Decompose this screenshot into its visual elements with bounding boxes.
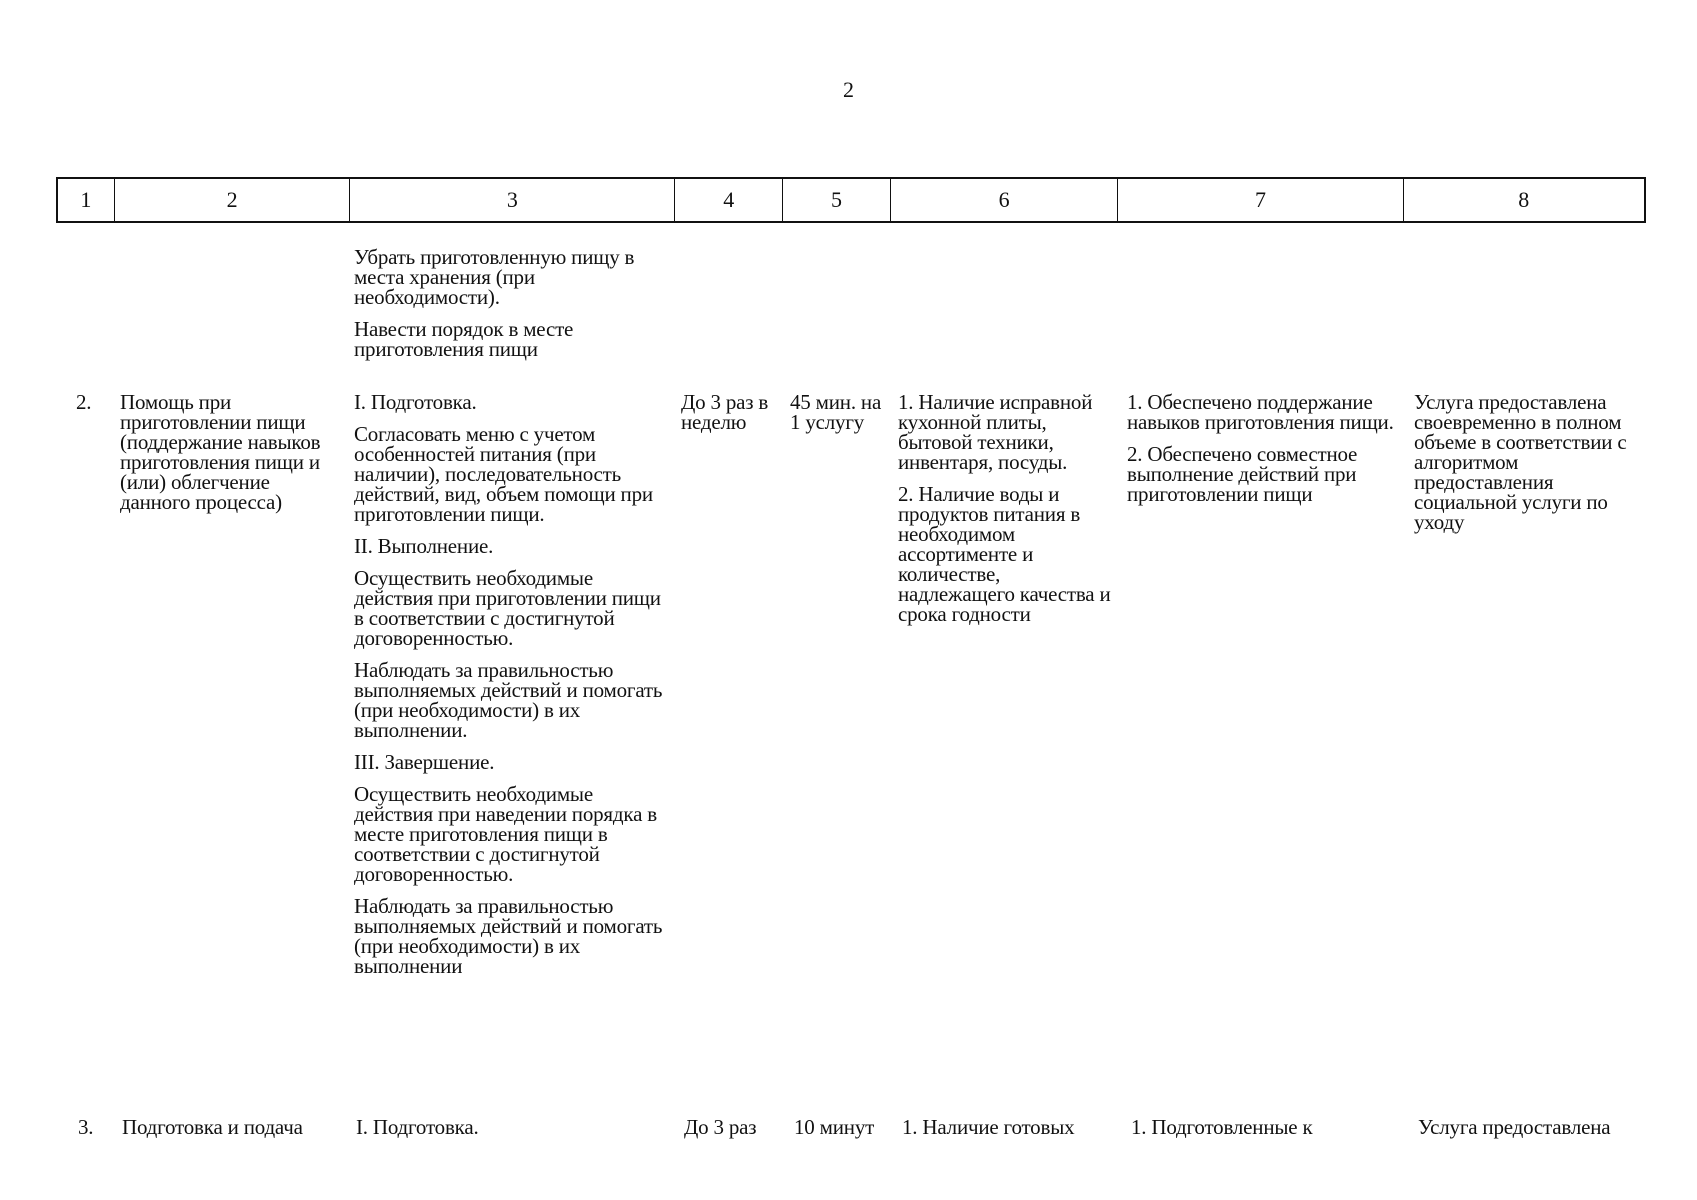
header-col-3: 3 xyxy=(350,179,675,221)
header-col-1: 1 xyxy=(58,179,115,221)
row2-step: I. Подготовка. xyxy=(354,390,477,414)
continued-col3 xyxy=(354,247,660,359)
row3-frequency: До 3 раз xyxy=(684,1115,757,1139)
row3-service-name: Подготовка и подача xyxy=(122,1115,303,1139)
row3-quality: Услуга предоставлена xyxy=(1418,1115,1611,1139)
row2-result: 2. Обеспечено совместное выполнение действий при приготовлении пищи xyxy=(1127,442,1358,506)
page-number: 2 xyxy=(843,77,854,102)
row2-condition: 1. Наличие исправной кухонной плиты, бытовой техники, инвентаря, посуды. xyxy=(898,390,1093,474)
row2-step: Наблюдать за правильностью выполняемых действий и помогать (при необходимости) в их выполнении. xyxy=(354,658,663,742)
row3-number: 3. xyxy=(78,1115,94,1139)
header-col-8: 8 xyxy=(1518,187,1530,212)
header-col-5: 5 xyxy=(783,179,891,221)
row2-results xyxy=(1127,392,1407,504)
table-header-row xyxy=(56,177,1646,223)
row2-frequency: До 3 раз в неделю xyxy=(681,390,769,434)
row2-number: 2. xyxy=(76,390,92,414)
header-col-7: 7 xyxy=(1118,179,1403,221)
row2-step: II. Выполнение. xyxy=(354,534,494,558)
row3-description: I. Подготовка. xyxy=(356,1115,479,1139)
row2-service-name: Помощь при приготовлении пищи (поддержание навыков приготовления пищи и (или) облегчение данного процесса) xyxy=(120,390,321,514)
row2-step: Осуществить необходимые действия при приготовлении пищи в соответствии с достигнутой договоренностью. xyxy=(354,566,661,650)
row2-duration: 45 мин. на 1 услугу xyxy=(790,390,882,434)
row2-condition: 2. Наличие воды и продуктов питания в необходимом ассортименте и количестве, надлежащего качества и срока годности xyxy=(898,482,1111,626)
header-col-6: 6 xyxy=(891,179,1118,221)
continued-step: Навести порядок в месте приготовления пищи xyxy=(354,317,574,361)
row2-step: Согласовать меню с учетом особенностей питания (при наличии), последовательность действий, вид, объем помощи при приготовлении пищи. xyxy=(354,422,653,526)
continued-step: Убрать приготовленную пищу в места хранения (при необходимости). xyxy=(354,245,635,309)
header-col-4: 4 xyxy=(675,179,783,221)
row2-quality: Услуга предоставлена своевременно в полном объеме в соответствии с алгоритмом предоставления социальной услуги по уходу xyxy=(1414,390,1627,534)
row2-step: III. Завершение. xyxy=(354,750,495,774)
row2-description xyxy=(354,392,664,976)
row2-result: 1. Обеспечено поддержание навыков приготовления пищи. xyxy=(1127,390,1394,434)
row3-duration: 10 минут xyxy=(794,1115,875,1139)
row2-conditions xyxy=(898,392,1120,624)
header-col-2: 2 xyxy=(115,179,350,221)
row3-conditions: 1. Наличие готовых xyxy=(902,1115,1075,1139)
row3-results: 1. Подготовленные к xyxy=(1131,1115,1313,1139)
row2-step: Осуществить необходимые действия при наведении порядка в месте приготовления пищи в соответствии с достигнутой договоренностью. xyxy=(354,782,657,886)
row2-step: Наблюдать за правильностью выполняемых действий и помогать (при необходимости) в их выполнении xyxy=(354,894,663,978)
